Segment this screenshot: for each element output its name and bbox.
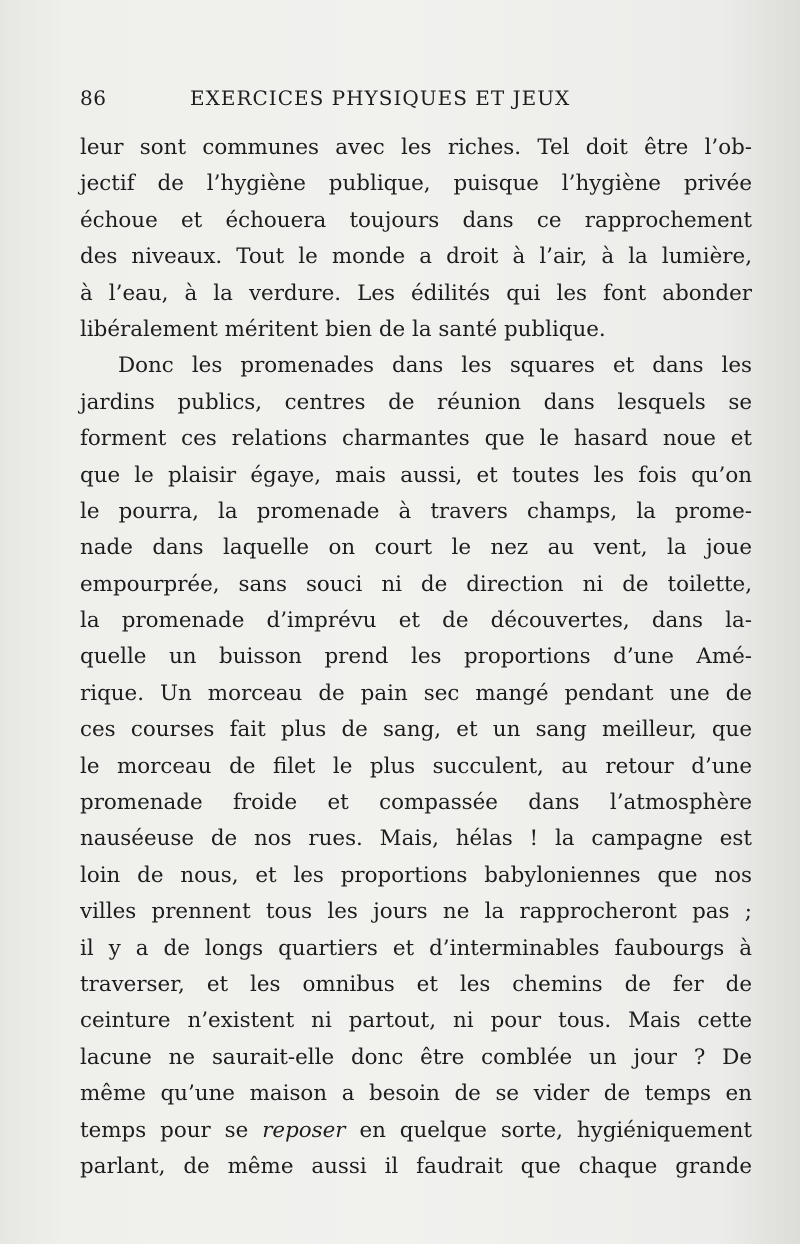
text-line: ces courses fait plus de sang, et un sang meilleur, que <box>80 717 752 743</box>
text-line: des niveaux. Tout le monde a droit à l’air, à la lumière, <box>80 244 752 270</box>
text-line: il y a de longs quartiers et d’interminables faubourgs à <box>80 935 752 961</box>
page-number: 86 <box>80 86 107 110</box>
italic-word: reposer <box>262 1117 346 1143</box>
running-head: EXERCICES PHYSIQUES ET JEUX <box>190 86 571 110</box>
text-line: ceinture n’existent ni partout, ni pour tous. Mais cette <box>80 1008 752 1034</box>
text-line: même qu’une maison a besoin de se vider de temps en <box>80 1081 752 1107</box>
text-line: nauséeuse de nos rues. Mais, hélas ! la campagne est <box>80 826 752 852</box>
text-line: loin de nous, et les proportions babyloniennes que nos <box>80 862 752 888</box>
body-text <box>80 130 752 1185</box>
text-line: lacune ne saurait-elle donc être comblée un jour ? De <box>80 1044 752 1070</box>
text-line-with-italic <box>80 1113 752 1149</box>
text-line: traverser, et les omnibus et les chemins de fer de <box>80 971 752 997</box>
text-line: rique. Un morceau de pain sec mangé pendant une de <box>80 680 752 706</box>
text-line: échoue et échouera toujours dans ce rapprochement <box>80 207 752 233</box>
text-line: la promenade d’imprévu et de découvertes, dans la- <box>80 608 752 634</box>
text-line: quelle un buisson prend les proportions d’une Amé- <box>80 644 752 670</box>
text-line: le morceau de filet le plus succulent, au retour d’une <box>80 753 752 779</box>
text-line: empourprée, sans souci ni de direction ni de toilette, <box>80 571 752 597</box>
text-line: nade dans laquelle on court le nez au vent, la joue <box>80 535 752 561</box>
paragraph-start-line: Donc les promenades dans les squares et dans les <box>118 353 752 379</box>
text-line: jardins publics, centres de réunion dans lesquels se <box>80 389 752 415</box>
text-line: forment ces relations charmantes que le hasard noue et <box>80 426 752 452</box>
line-segment: temps pour se <box>80 1117 263 1143</box>
text-line: promenade froide et compassée dans l’atmosphère <box>80 790 752 816</box>
text-line: villes prennent tous les jours ne la rapprocheront pas ; <box>80 899 752 925</box>
text-line: parlant, de même aussi il faudrait que chaque grande <box>80 1153 752 1179</box>
text-line: le pourra, la promenade à travers champs, la prome- <box>80 498 752 524</box>
line-segment: en quelque sorte, hygiéniquement <box>345 1117 752 1143</box>
paragraph-end-line: libéralement méritent bien de la santé publique. <box>80 316 606 342</box>
text-line: à l’eau, à la verdure. Les édilités qui les font abonder <box>80 280 752 306</box>
text-line: leur sont communes avec les riches. Tel doit être l’ob- <box>80 135 752 160</box>
text-line: que le plaisir égaye, mais aussi, et toutes les fois qu’on <box>80 462 752 488</box>
text-line: jectif de l’hygiène publique, puisque l’hygiène privée <box>80 171 752 197</box>
